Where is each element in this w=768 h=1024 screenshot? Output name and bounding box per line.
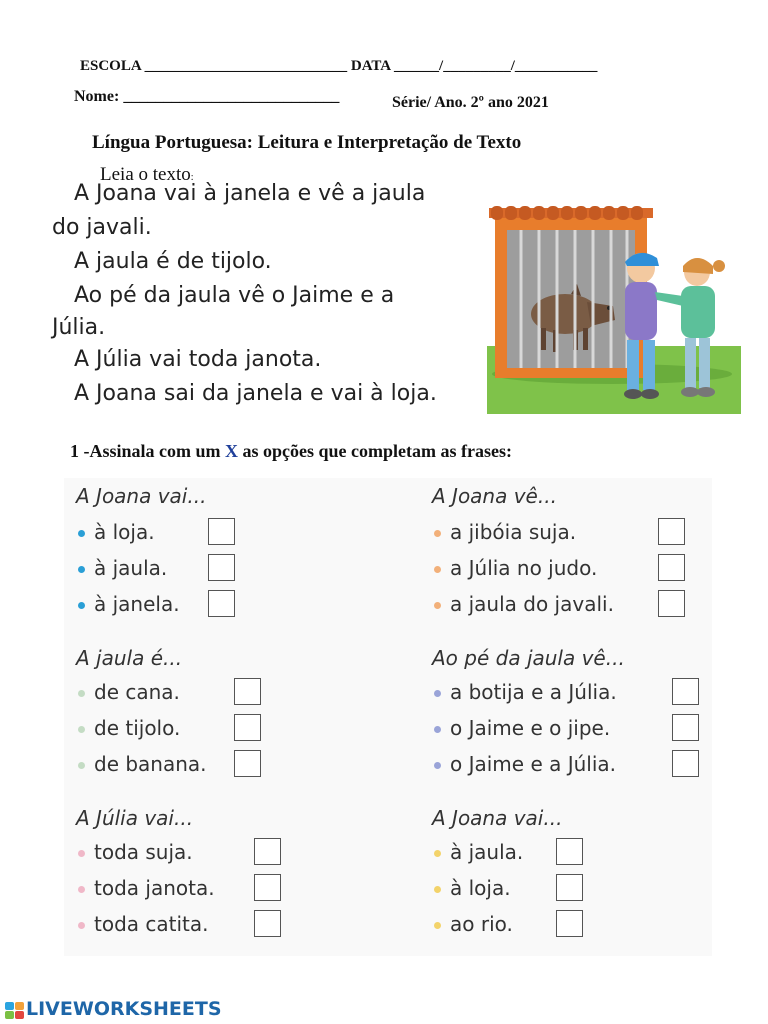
option-text: o Jaime e o jipe. [450, 716, 611, 740]
story-line: A Joana sai da janela e vai à loja. [74, 381, 437, 406]
roof-tiles [491, 206, 643, 220]
option-text: a botija e a Júlia. [450, 680, 617, 704]
option-text: à janela. [94, 592, 180, 616]
block-heading: A jaula é... [76, 646, 183, 670]
bullet-dot [434, 566, 441, 573]
option-row [432, 750, 712, 780]
story-line: Ao pé da jaula vê o Jaime e a [74, 283, 395, 308]
option-text: o Jaime e a Júlia. [450, 752, 617, 776]
option-row [76, 750, 356, 780]
block-heading: Ao pé da jaula vê... [432, 646, 625, 670]
answer-checkbox[interactable] [234, 750, 261, 777]
bullet-dot [78, 886, 85, 893]
option-text: toda catita. [94, 912, 209, 936]
answer-checkbox[interactable] [208, 590, 235, 617]
option-row [432, 554, 712, 584]
option-text: de cana. [94, 680, 180, 704]
bullet-dot [78, 762, 85, 769]
question-1 [70, 441, 512, 462]
bullet-dot [434, 530, 441, 537]
answer-checkbox[interactable] [658, 518, 685, 545]
story-line: A Joana vai à janela e vê a jaula [74, 181, 426, 206]
answer-checkbox[interactable] [556, 838, 583, 865]
option-text: de tijolo. [94, 716, 181, 740]
answer-checkbox[interactable] [254, 910, 281, 937]
story-line: A jaula é de tijolo. [74, 249, 272, 274]
bullet-dot [78, 566, 85, 573]
option-row [432, 518, 712, 548]
read-instruction-colon: : [190, 172, 194, 183]
answer-checkbox[interactable] [254, 838, 281, 865]
answer-checkbox[interactable] [234, 678, 261, 705]
option-row [76, 678, 356, 708]
bullet-dot [434, 886, 441, 893]
option-text: a jibóia suja. [450, 520, 577, 544]
block-heading: A Joana vê... [432, 484, 557, 508]
story-line: A Júlia vai toda janota. [74, 347, 322, 372]
answer-checkbox[interactable] [556, 874, 583, 901]
answer-checkbox[interactable] [254, 874, 281, 901]
school-date-line: ESCOLA ___________________________ DATA ______/_________/___________ [80, 58, 598, 74]
bullet-dot [78, 690, 85, 697]
question-text-end: as opções que completam as frases: [238, 441, 512, 461]
option-row [76, 714, 356, 744]
liveworksheets-logo-icon [4, 1001, 26, 1021]
story-line: do javali. [52, 215, 152, 240]
liveworksheets-brand: LIVEWORKSHEETS [26, 998, 222, 1020]
option-row [432, 838, 712, 868]
bullet-dot [78, 922, 85, 929]
option-row [432, 910, 712, 940]
option-row [432, 714, 712, 744]
option-row [76, 838, 356, 868]
option-row [432, 874, 712, 904]
question-text-start: 1 -Assinala com um [70, 441, 226, 461]
answer-checkbox[interactable] [658, 590, 685, 617]
option-row [432, 590, 712, 620]
bullet-dot [78, 602, 85, 609]
bullet-dot [434, 726, 441, 733]
grade-line: Série/ Ano. 2º ano 2021 [392, 94, 549, 111]
option-text: à loja. [450, 876, 511, 900]
answer-checkbox[interactable] [658, 554, 685, 581]
bullet-dot [78, 850, 85, 857]
answer-checkbox[interactable] [672, 678, 699, 705]
answer-checkbox[interactable] [208, 554, 235, 581]
bullet-dot [434, 602, 441, 609]
option-row [76, 518, 356, 548]
bullet-dot [434, 762, 441, 769]
bullet-dot [434, 690, 441, 697]
option-row [76, 590, 356, 620]
option-text: toda janota. [94, 876, 215, 900]
option-text: toda suja. [94, 840, 193, 864]
answer-checkbox[interactable] [234, 714, 261, 741]
bullet-dot [78, 530, 85, 537]
block-heading: A Joana vai... [432, 806, 563, 830]
option-row [432, 678, 712, 708]
option-text: à jaula. [94, 556, 168, 580]
answer-checkbox[interactable] [672, 750, 699, 777]
cage-illustration [487, 196, 741, 414]
bullet-dot [78, 726, 85, 733]
story-line: Júlia. [52, 315, 106, 340]
bullet-dot [434, 850, 441, 857]
block-heading: A Júlia vai... [76, 806, 194, 830]
option-row [76, 874, 356, 904]
block-heading: A Joana vai... [76, 484, 207, 508]
question-x-mark: X [225, 441, 239, 461]
option-row [76, 910, 356, 940]
answer-checkbox[interactable] [672, 714, 699, 741]
story-text [52, 181, 492, 416]
page-title: Língua Portuguesa: Leitura e Interpretação de Texto [92, 132, 522, 153]
option-text: ao rio. [450, 912, 513, 936]
option-text: a Júlia no judo. [450, 556, 598, 580]
option-text: de banana. [94, 752, 207, 776]
exercise-panel [64, 478, 712, 956]
answer-checkbox[interactable] [556, 910, 583, 937]
read-instruction-text: Leia o texto [100, 164, 191, 185]
answer-checkbox[interactable] [208, 518, 235, 545]
name-line: Nome: ___________________________ [74, 88, 340, 105]
option-row [76, 554, 356, 584]
option-text: à loja. [94, 520, 155, 544]
bullet-dot [434, 922, 441, 929]
option-text: à jaula. [450, 840, 524, 864]
option-text: a jaula do javali. [450, 592, 614, 616]
